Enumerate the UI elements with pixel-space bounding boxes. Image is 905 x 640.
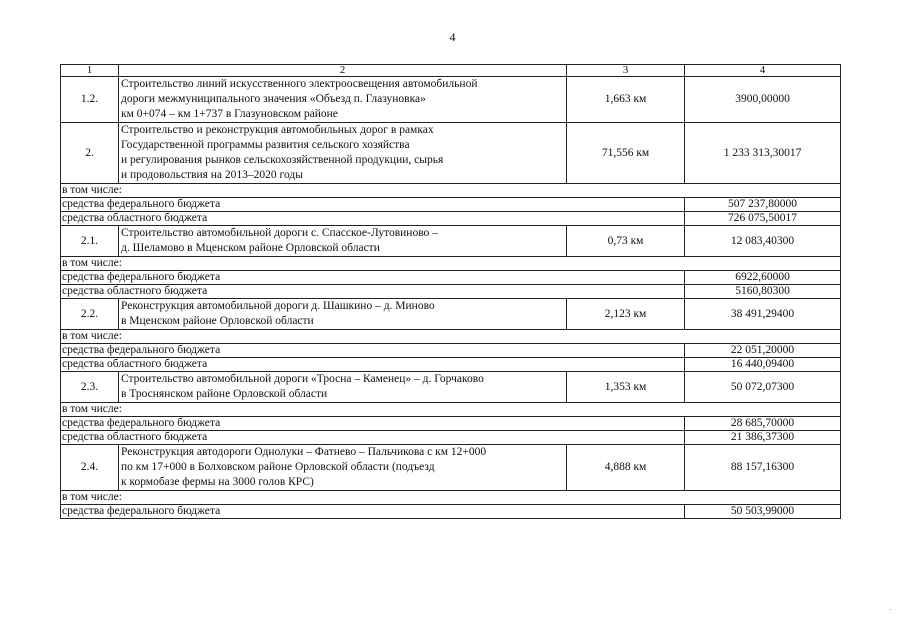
funding-amount: 22 051,20000 — [685, 344, 841, 358]
description-line: дороги межмуниципального значения «Объезд п. Глазуновка» — [121, 93, 426, 105]
table-row — [61, 403, 841, 417]
table-row — [61, 123, 841, 184]
item-description — [119, 299, 567, 330]
item-amount: 38 491,29400 — [685, 299, 841, 330]
subtotal-label: в том числе: — [61, 491, 841, 505]
column-header: 4 — [685, 65, 841, 77]
scan-speck: . — [889, 603, 891, 612]
item-length: 1,353 км — [567, 372, 685, 403]
table-row — [61, 372, 841, 403]
table-row — [61, 299, 841, 330]
table-row — [61, 358, 841, 372]
table-row — [61, 431, 841, 445]
table-row — [61, 344, 841, 358]
table-row — [61, 285, 841, 299]
table-row — [61, 417, 841, 431]
item-length: 1,663 км — [567, 77, 685, 123]
item-amount: 88 157,16300 — [685, 445, 841, 491]
table-row — [61, 491, 841, 505]
item-number: 2.3. — [61, 372, 119, 403]
description-line: по км 17+000 в Болховском районе Орловской области (подъезд — [121, 461, 435, 473]
item-amount: 1 233 313,30017 — [685, 123, 841, 184]
subtotal-label: в том числе: — [61, 330, 841, 344]
item-length: 71,556 км — [567, 123, 685, 184]
column-header: 2 — [119, 65, 567, 77]
description-line: и регулирования рынков сельскохозяйственной продукции, сырья — [121, 154, 444, 166]
description-line: Государственной программы развития сельского хозяйства — [121, 139, 410, 151]
subtotal-label: в том числе: — [61, 257, 841, 271]
description-line: в Мценском районе Орловской области — [121, 315, 314, 327]
item-length: 2,123 км — [567, 299, 685, 330]
funding-amount: 5160,80300 — [685, 285, 841, 299]
item-number: 2.2. — [61, 299, 119, 330]
funding-amount: 21 386,37300 — [685, 431, 841, 445]
table-row — [61, 271, 841, 285]
table-row — [61, 505, 841, 519]
funding-source: средства областного бюджета — [61, 431, 685, 445]
column-header-row — [61, 65, 841, 77]
item-description — [119, 123, 567, 184]
description-line: Строительство автомобильной дороги с. Спасское-Лутовиново – — [121, 227, 438, 239]
description-line: в Троснянском районе Орловской области — [121, 388, 328, 400]
funding-table — [60, 64, 841, 519]
description-line: и продовольствия на 2013–2020 годы — [121, 169, 303, 181]
table-row — [61, 445, 841, 491]
description-line: к кормобазе фермы на 3000 голов КРС) — [121, 476, 314, 488]
description-line: Реконструкция автодороги Однолуки – Фатнево – Пальчикова с км 12+000 — [121, 446, 487, 458]
funding-amount: 507 237,80000 — [685, 198, 841, 212]
table-row — [61, 226, 841, 257]
funding-amount: 50 503,99000 — [685, 505, 841, 519]
description-line: Строительство и реконструкция автомобильных дорог в рамках — [121, 124, 434, 136]
table-row — [61, 212, 841, 226]
item-amount: 50 072,07300 — [685, 372, 841, 403]
funding-source: средства федерального бюджета — [61, 198, 685, 212]
column-header: 3 — [567, 65, 685, 77]
item-number: 2. — [61, 123, 119, 184]
table-row — [61, 257, 841, 271]
item-description — [119, 445, 567, 491]
description-line: Строительство автомобильной дороги «Тросна – Каменец» – д. Горчаково — [121, 373, 484, 385]
table-row — [61, 198, 841, 212]
funding-source: средства федерального бюджета — [61, 344, 685, 358]
item-description — [119, 77, 567, 123]
item-number: 2.4. — [61, 445, 119, 491]
funding-amount: 28 685,70000 — [685, 417, 841, 431]
funding-source: средства областного бюджета — [61, 212, 685, 226]
subtotal-label: в том числе: — [61, 184, 841, 198]
item-length: 4,888 км — [567, 445, 685, 491]
funding-source: средства областного бюджета — [61, 285, 685, 299]
funding-amount: 16 440,09400 — [685, 358, 841, 372]
item-number: 2.1. — [61, 226, 119, 257]
funding-source: средства федерального бюджета — [61, 417, 685, 431]
description-line: км 0+074 – км 1+737 в Глазуновском районе — [121, 108, 338, 120]
item-length: 0,73 км — [567, 226, 685, 257]
item-amount: 12 083,40300 — [685, 226, 841, 257]
table-row — [61, 77, 841, 123]
funding-source: средства федерального бюджета — [61, 505, 685, 519]
funding-source: средства областного бюджета — [61, 358, 685, 372]
item-description — [119, 372, 567, 403]
funding-amount: 6922,60000 — [685, 271, 841, 285]
item-amount: 3900,00000 — [685, 77, 841, 123]
description-line: д. Шеламово в Мценском районе Орловской области — [121, 242, 380, 254]
subtotal-label: в том числе: — [61, 403, 841, 417]
column-header: 1 — [61, 65, 119, 77]
description-line: Строительство линий искусственного электроосвещения автомобильной — [121, 78, 478, 90]
table-row — [61, 330, 841, 344]
item-number: 1.2. — [61, 77, 119, 123]
funding-amount: 726 075,50017 — [685, 212, 841, 226]
description-line: Реконструкция автомобильной дороги д. Шашкино – д. Миново — [121, 300, 435, 312]
table-row — [61, 184, 841, 198]
item-description — [119, 226, 567, 257]
page-number: 4 — [449, 30, 456, 44]
funding-source: средства федерального бюджета — [61, 271, 685, 285]
